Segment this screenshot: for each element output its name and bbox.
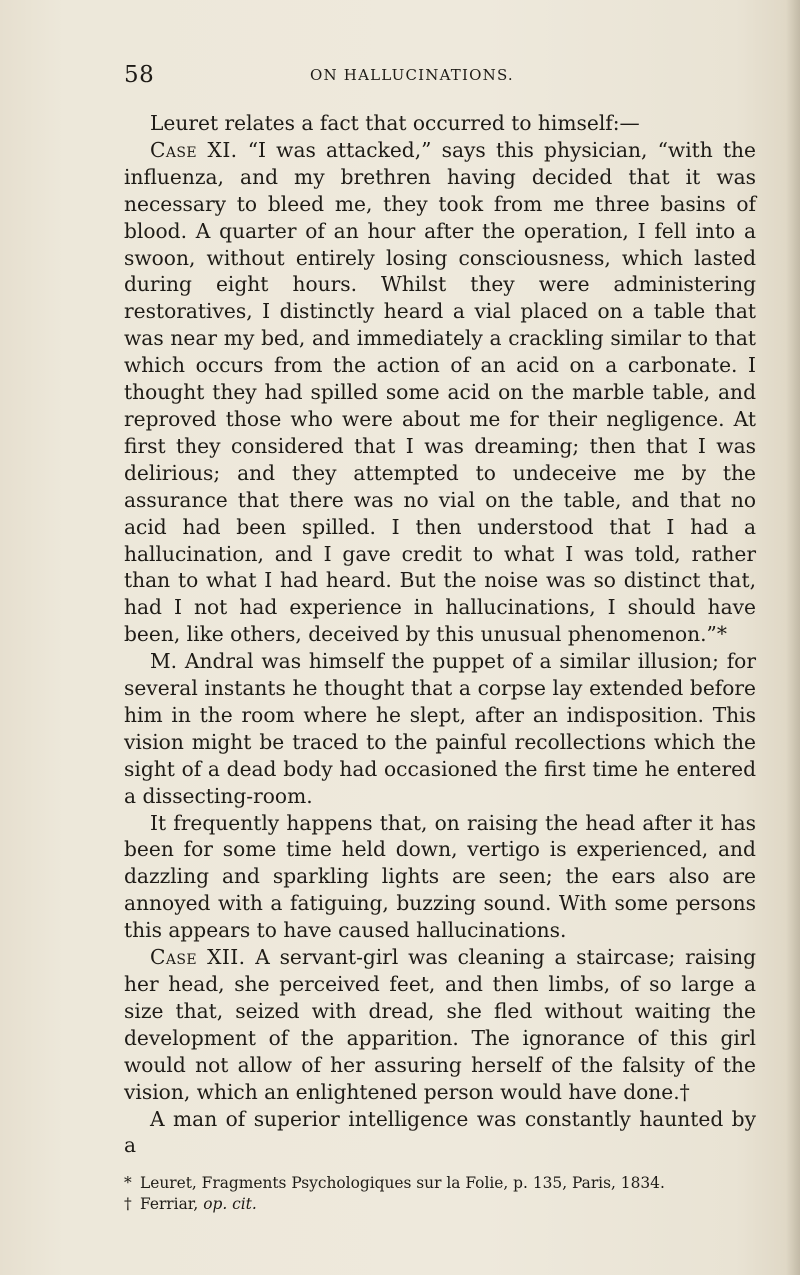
case-heading: Case XII. [150, 945, 246, 970]
paragraph-case-xii [124, 944, 756, 1105]
footnote-citation-italic: op. cit. [203, 1195, 257, 1213]
paragraph-text: It frequently happens that, on raising the head after it has been for some time held down, vertigo is experienced, and dazzling and sparkling lights are seen; the ears also are annoyed with a fatiguing, buzzing sound. With some persons this appears to have caused hallucinations. [124, 810, 756, 943]
footnote-mark: * [124, 1174, 132, 1192]
paragraph-text: A servant-girl was cleaning a staircase; raising her head, she perceived feet, and then limbs, of so large a size that, seized with dread, she fled without waiting the development of the apparition. The ignorance of this girl would not allow of her assuring herself of the falsity of the vision, which an enlightened person would have done.† [124, 945, 756, 1104]
paragraph-text: M. Andral was himself the puppet of a similar illusion; for several instants he thought that a corpse lay extended before him in the room where he slept, after an indisposition. This vision might be traced to the painful recollections which the sight of a dead body had occasioned the first time he entered a dissecting-room. [124, 649, 756, 808]
footnote [124, 1173, 764, 1194]
paragraph [124, 648, 756, 809]
running-title: ON HALLUCINATIONS. [310, 66, 514, 84]
page-edge-shadow [786, 0, 800, 1275]
paragraph-text: Leuret relates a fact that occurred to himself:— [150, 111, 640, 135]
page-header [124, 62, 760, 90]
footnote [124, 1194, 764, 1215]
paragraph [124, 810, 756, 945]
case-heading: Case XI. [150, 137, 238, 162]
paragraph [124, 1106, 756, 1160]
paragraph-text: “I was attacked,” says this physician, “with the influenza, and my brethren having decided that it was necessary to bleed me, they took from me three basins of blood. A quarter of an hour after the operation, I fell into a swoon, without entirely losing consciousness, which lasted during eight hours. Whilst they were administering restoratives, I distinctly heard a vial placed on a table that was near my bed, and immediately a crackling similar to that which occurs from the action of an acid on a carbonate. I thought they had spilled some acid on the marble table, and reproved those who were about me for their negligence. At first they considered that I was dreaming; then that I was delirious; and they attempted to undeceive me by the assurance that there was no vial on the table, and that no acid had been spilled. I then understood that I had a hallucination, and I gave credit to what I was told, rather than to what I had heard. But the noise was so distinct that, had I not had experience in hallucinations, I should have been, like others, deceived by this unusual phenomenon.”* [124, 137, 757, 647]
paragraph-text: A man of superior intelligence was constantly haunted by a [124, 1106, 756, 1158]
footnote-text: Leuret, Fragments Psychologiques sur la Folie, p. 135, Paris, 1834. [140, 1174, 665, 1192]
footnote-citation: Ferriar, [140, 1195, 204, 1213]
footnotes [124, 1173, 764, 1215]
footnote-mark: † [124, 1195, 132, 1213]
page-number: 58 [124, 62, 155, 88]
paragraph [124, 110, 756, 137]
body-text [124, 110, 756, 1159]
paragraph-case-xi [124, 137, 756, 648]
